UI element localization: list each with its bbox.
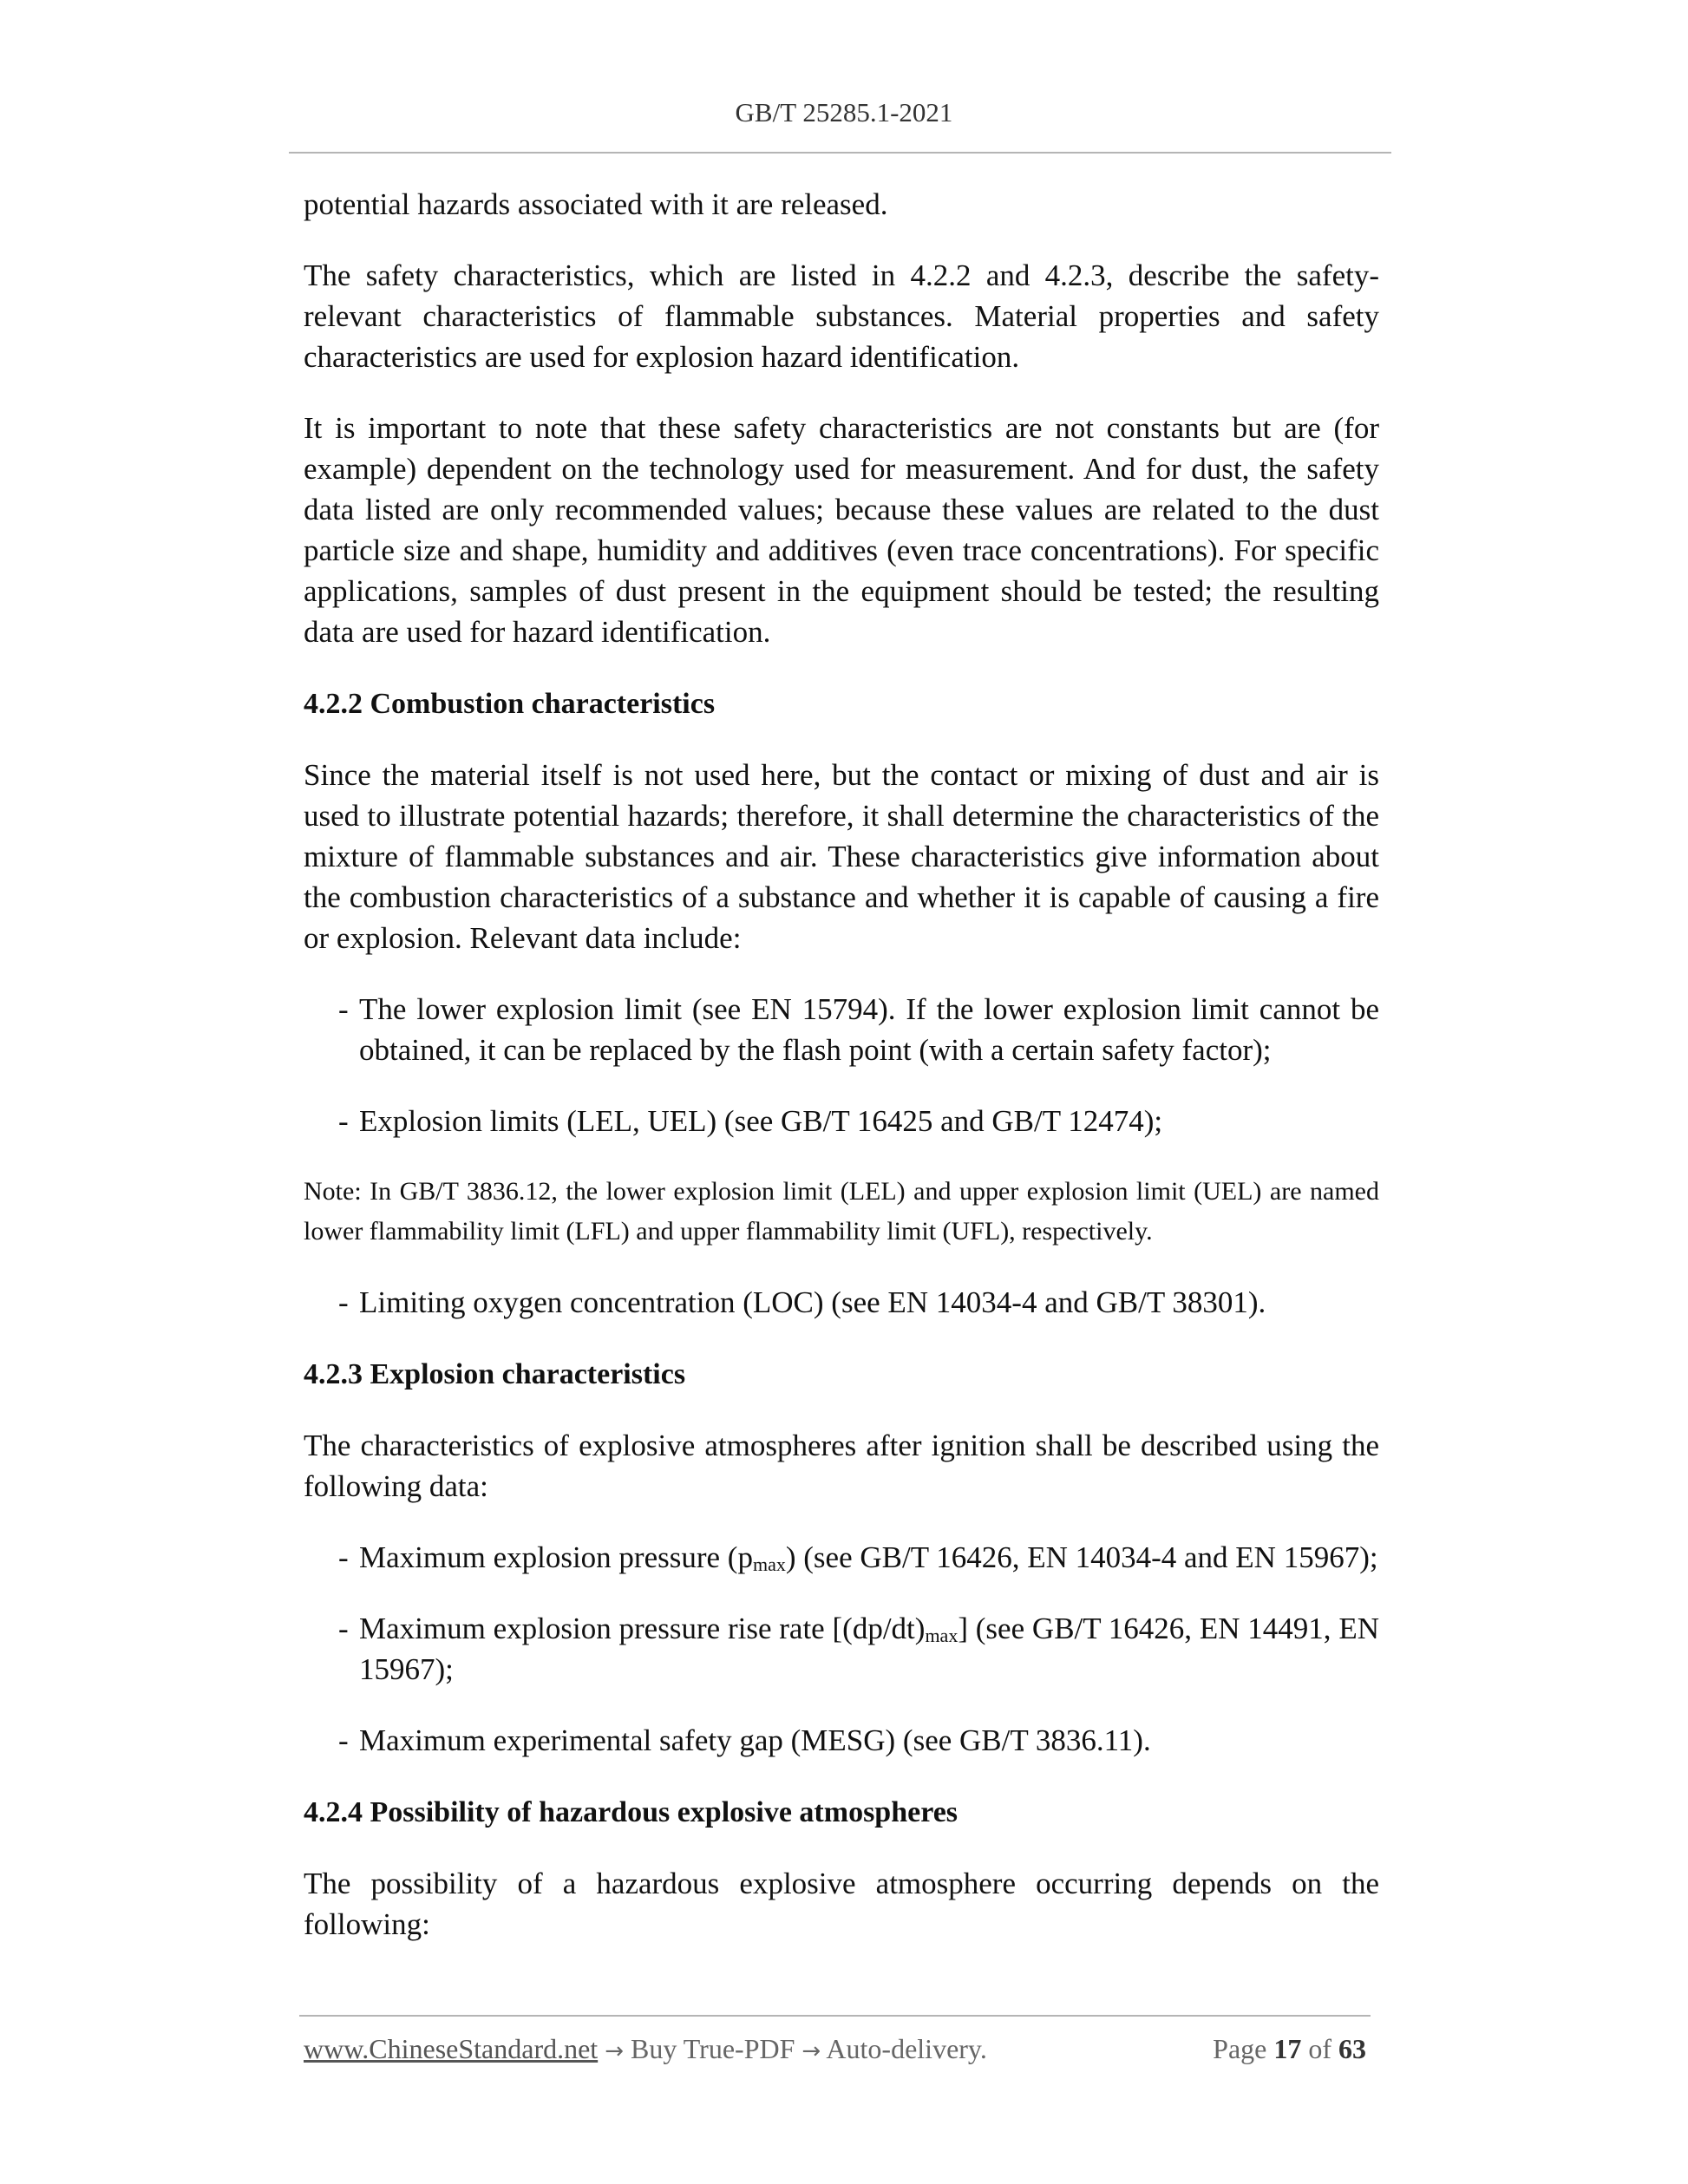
paragraph-possibility: The possibility of a hazardous explosive atmosphere occurring depends on the following: (304, 1867, 1379, 1941)
document-body (304, 184, 1379, 1945)
list-item-text: Maximum experimental safety gap (MESG) (see GB/T 3836.11). (359, 1723, 1151, 1757)
paragraph-continuation: potential hazards associated with it are released. (304, 187, 888, 221)
text-fragment: ) (see GB/T 16426, EN 14034-4 and EN 15967); (785, 1540, 1378, 1574)
bullet-dash: - (338, 1723, 349, 1757)
section-heading-4-2-3: 4.2.3 Explosion characteristics (304, 1358, 686, 1390)
list-item-text: Limiting oxygen concentration (LOC) (see EN 14034-4 and GB/T 38301). (359, 1285, 1266, 1319)
section-heading-4-2-2: 4.2.2 Combustion characteristics (304, 688, 716, 720)
buy-true-pdf-text: Buy True-PDF (630, 2033, 795, 2064)
text-fragment: Maximum explosion pressure rise rate [(dp/dt) (359, 1612, 926, 1645)
arrow-right-icon: → (605, 2038, 624, 2064)
subscript-max: max (925, 1625, 958, 1646)
list-item-max-explosion-pressure (338, 1537, 1379, 1578)
bullet-dash: - (338, 992, 349, 1026)
auto-delivery-text: Auto-delivery. (826, 2033, 987, 2064)
subscript-max: max (752, 1553, 786, 1575)
page-total: 63 (1338, 2033, 1366, 2064)
footer-divider (299, 2015, 1371, 2017)
text-fragment: ] (see GB/T 16426, EN 14491, EN 15967); (359, 1612, 1380, 1686)
page-label: Page (1213, 2033, 1267, 2064)
page-of: of (1308, 2033, 1331, 2064)
list-item-text: The lower explosion limit (see EN 15794). If the lower explosion limit cannot be obtained, it can be replaced by the flash point (with a certain safety factor); (359, 992, 1379, 1067)
arrow-right-icon: → (801, 2038, 821, 2064)
paragraph-important-note: It is important to note that these safety characteristics are not constants but are (for example) dependent on the technology used for measurement. And for dust, the safety data listed are only recommended values; because these values are related to the dust particle size and shape, humidity and additives (even trace concentrations). For specific applications, samples of dust present in the equipment should be tested; the resulting data are used for hazard identification. (304, 411, 1379, 649)
paragraph-safety-characteristics: The safety characteristics, which are listed in 4.2.2 and 4.2.3, describe the safety-relevant characteristics of flammable substances. Material properties and safety characteristics are used for explosion hazard identification. (304, 258, 1379, 374)
header-divider (289, 152, 1391, 154)
section-heading-4-2-4: 4.2.4 Possibility of hazardous explosive atmospheres (304, 1796, 958, 1828)
list-item-lower-explosion-limit (338, 989, 1379, 1070)
note-explosion-limit-naming: Note: In GB/T 3836.12, the lower explosion limit (LEL) and upper explosion limit (UEL) are named lower flammability limit (LFL) and upper flammability limit (UFL), respectively. (304, 1177, 1379, 1246)
page-current: 17 (1273, 2033, 1302, 2064)
footer-promo (304, 2033, 987, 2065)
list-item-text (359, 1537, 1379, 1578)
list-item-text (359, 1608, 1379, 1690)
bullet-dash: - (338, 1285, 349, 1319)
paragraph-explosion-characteristics: The characteristics of explosive atmospheres after ignition shall be described using the following data: (304, 1429, 1379, 1503)
bullet-dash: - (338, 1612, 349, 1645)
list-item-text: Explosion limits (LEL, UEL) (see GB/T 16425 and GB/T 12474); (359, 1104, 1163, 1138)
bullet-dash: - (338, 1540, 349, 1574)
site-link[interactable]: www.ChineseStandard.net (304, 2033, 599, 2064)
list-item-mesg (338, 1720, 1379, 1761)
paragraph-combustion: Since the material itself is not used here, but the contact or mixing of dust and air is used to illustrate potential hazards; therefore, it shall determine the characteristics of the mixture of flammable substances and air. These characteristics give information about the combustion characteristics of a substance and whether it is capable of causing a fire or explosion. Relevant data include: (304, 758, 1379, 955)
page-header-standard-id: GB/T 25285.1-2021 (735, 97, 953, 128)
list-item-max-pressure-rise-rate (338, 1608, 1379, 1690)
page-number (1213, 2033, 1366, 2065)
text-fragment: Maximum explosion pressure (p (359, 1540, 753, 1574)
list-item-limiting-oxygen (338, 1282, 1379, 1323)
bullet-dash: - (338, 1104, 349, 1138)
list-item-explosion-limits (338, 1101, 1379, 1141)
